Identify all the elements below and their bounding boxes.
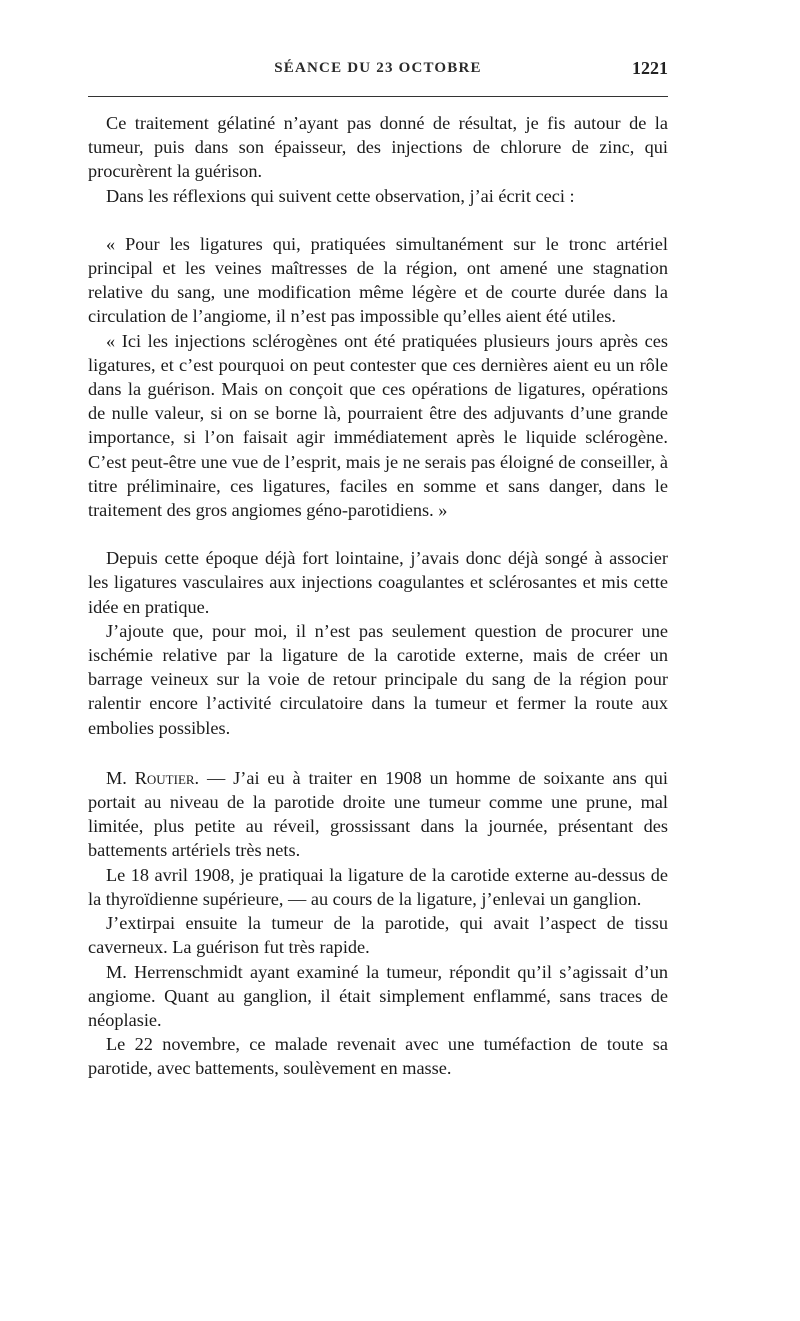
paragraph-2: Dans les réflexions qui suivent cette observation, j’ai écrit ceci : — [106, 185, 575, 206]
spacer — [88, 740, 668, 766]
page — [88, 52, 668, 1081]
body-text — [88, 111, 668, 1081]
header-rule — [88, 96, 668, 97]
paragraph-7: M. Herrenschmidt ayant examiné la tumeur, répondit qu’il s’agissait d’un angiome. Quant au ganglion, il était simplement enflammé, sans traces de néoplasie. — [88, 961, 668, 1030]
running-head — [88, 52, 668, 92]
paragraph-3: Depuis cette époque déjà fort lointaine, j’avais donc déjà songé à associer les ligatures vasculaires aux injections coagulantes et sclérosantes et mis cette idée en pratique. — [88, 548, 668, 617]
quote-paragraph-2: « Ici les injections sclérogènes ont été pratiquées plusieurs jours après ces ligatures, et c’est pourquoi on peut contester que ces dernières aient eu un rôle dans la guérison. Mais on conçoit que ces opérations de ligatures, opérations de nulle valeur, si on se borne là, pourraient être des adjuvants d’une grande importance, si l’on faisait agir immédiatement après le liquide sclérogène. C’est peut-être une vue de l’esprit, mais je ne serais pas éloigné de conseiller, à titre préliminaire, ces ligatures, faciles en somme et sans danger, dans le traitement des gros angiomes géno-parotidiens. » — [88, 330, 668, 521]
paragraph-1: Ce traitement gélatiné n’ayant pas donné de résultat, je fis autour de la tumeur, puis dans son épaisseur, des injections de chlorure de zinc, qui procurèrent la guérison. — [88, 113, 668, 182]
paragraph-5: Le 18 avril 1908, je pratiquai la ligature de la carotide externe au-dessus de la thyroïdienne supérieure, — au cours de la ligature, j’enlevai un ganglion. — [88, 864, 668, 909]
spacer — [88, 522, 668, 546]
running-title: SÉANCE DU 23 OCTOBRE — [274, 60, 482, 76]
speaker-paragraph — [88, 766, 668, 863]
paragraph-4: J’ajoute que, pour moi, il n’est pas seulement question de procurer une ischémie relative par la ligature de la carotide externe, mais de créer un barrage veineux sur la voie de retour principale du sang de la région pour ralentir encore l’activité circulatoire dans la tumeur et fermer la route aux embolies possibles. — [88, 620, 668, 738]
paragraph-8: Le 22 novembre, ce malade revenait avec une tuméfaction de toute sa parotide, avec battements, soulèvement en masse. — [88, 1034, 668, 1079]
spacer — [88, 208, 668, 232]
quote-paragraph-1: « Pour les ligatures qui, pratiquées simultanément sur le tronc artériel principal et les veines maîtresses de la région, ont amené une stagnation relative du sang, une modification même légère et de courte durée dans la circulation de l’angiome, il n’est pas impossible qu’elles aient été utiles. — [88, 233, 668, 327]
speaker-prefix: M. — [106, 767, 135, 788]
page-number: 1221 — [632, 58, 668, 78]
speaker-name: Routier. — [134, 767, 200, 788]
speaker-text: — J’ai eu à traiter en 1908 un homme de soixante ans qui portait au niveau de la parotide droite une tumeur comme une prune, mal limitée, plus petite au réveil, grossissant dans la journée, présentant des battements artériels très nets. — [88, 767, 668, 861]
paragraph-6: J’extirpai ensuite la tumeur de la parotide, qui avait l’aspect de tissu caverneux. La guérison fut très rapide. — [88, 913, 668, 958]
